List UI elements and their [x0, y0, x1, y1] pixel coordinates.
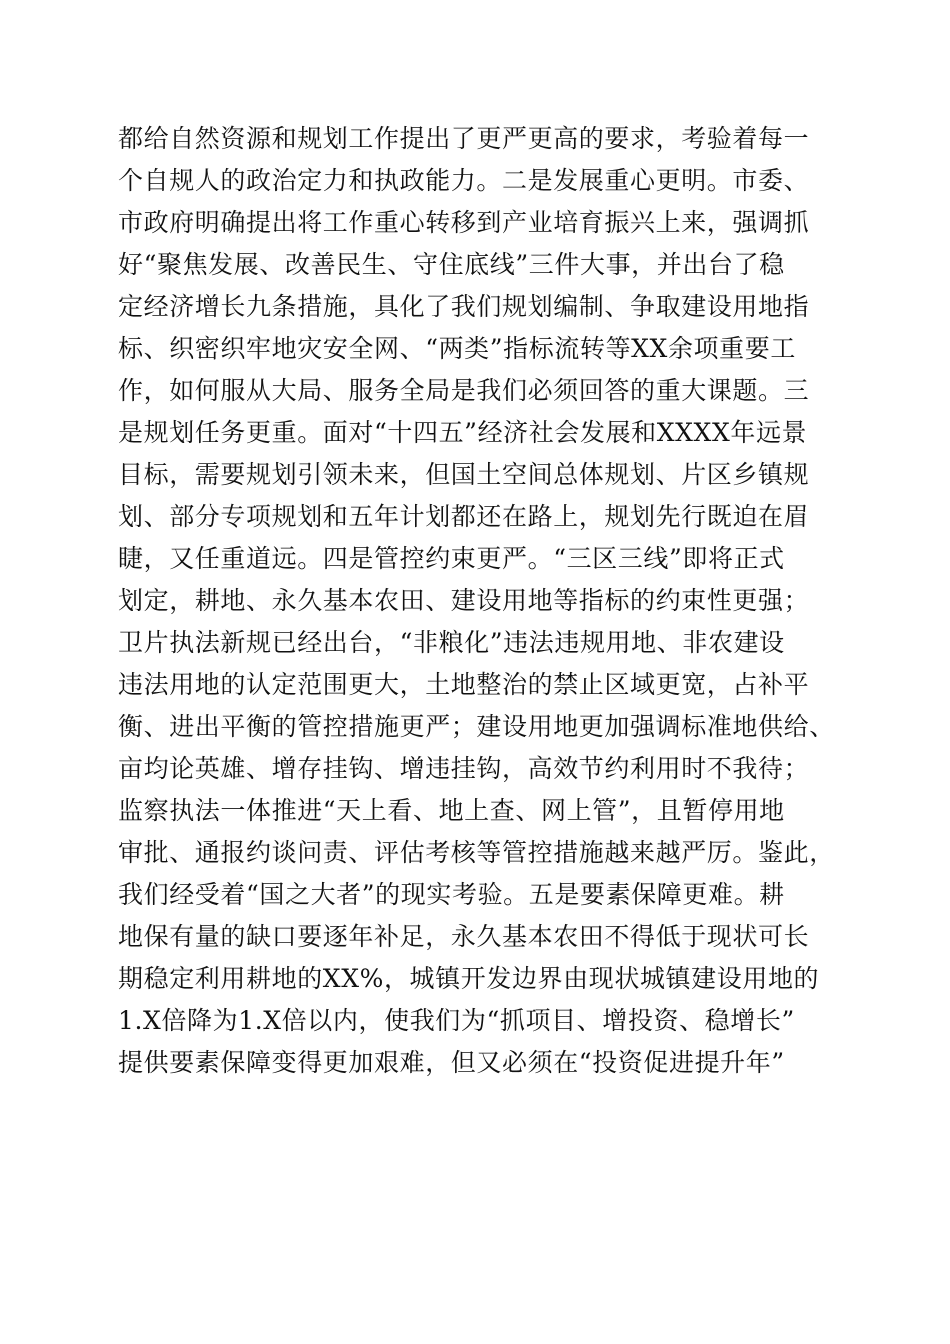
text-line: 审批、通报约谈问责、评估考核等管控措施越来越严厉。鉴此，: [118, 838, 835, 867]
body-paragraph: [118, 118, 838, 1084]
text-line: 是规划任务更重。面对“十四五”经济社会发展和XXXX年远景: [118, 418, 808, 447]
text-line: 划、部分专项规划和五年计划都还在路上，规划先行既迫在眉: [118, 502, 810, 531]
text-line: 期稳定利用耕地的XX%，城镇开发边界由现状城镇建设用地的: [118, 964, 820, 993]
text-line: 1.X倍降为1.X倍以内，使我们为“抓项目、增投资、稳增长”: [118, 1006, 795, 1035]
text-line: 好“聚焦发展、改善民生、守住底线”三件大事，并出台了稳: [118, 250, 785, 279]
text-line: 目标，需要规划引领未来，但国土空间总体规划、片区乡镇规: [118, 460, 810, 489]
text-line: 衡、进出平衡的管控措施更严；建设用地更加强调标准地供给、: [118, 712, 835, 741]
text-line: 作，如何服从大局、服务全局是我们必须回答的重大课题。三: [118, 376, 810, 405]
text-line: 都给自然资源和规划工作提出了更严更高的要求，考验着每一: [118, 124, 810, 153]
text-line: 提供要素保障变得更加艰难，但又必须在“投资促进提升年”: [118, 1048, 785, 1077]
text-line: 违法用地的认定范围更大，土地整治的禁止区域更宽，占补平: [118, 670, 810, 699]
text-line: 市政府明确提出将工作重心转移到产业培育振兴上来，强调抓: [118, 208, 810, 237]
text-line: 定经济增长九条措施，具化了我们规划编制、争取建设用地指: [118, 292, 810, 321]
text-line: 睫，又任重道远。四是管控约束更严。“三区三线”即将正式: [118, 544, 785, 573]
text-line: 监察执法一体推进“天上看、地上查、网上管”，且暂停用地: [118, 796, 785, 825]
text-line: 地保有量的缺口要逐年补足，永久基本农田不得低于现状可长: [118, 922, 810, 951]
text-line: 标、织密织牢地灾安全网、“两类”指标流转等XX余项重要工: [118, 334, 796, 363]
text-line: 亩均论英雄、增存挂钩、增违挂钩，高效节约利用时不我待；: [118, 754, 810, 783]
text-line: 个自规人的政治定力和执政能力。二是发展重心更明。市委、: [118, 166, 810, 195]
text-line: 我们经受着“国之大者”的现实考验。五是要素保障更难。耕: [118, 880, 785, 909]
text-line: 划定，耕地、永久基本农田、建设用地等指标的约束性更强；: [118, 586, 810, 615]
text-line: 卫片执法新规已经出台，“非粮化”违法违规用地、非农建设: [118, 628, 785, 657]
